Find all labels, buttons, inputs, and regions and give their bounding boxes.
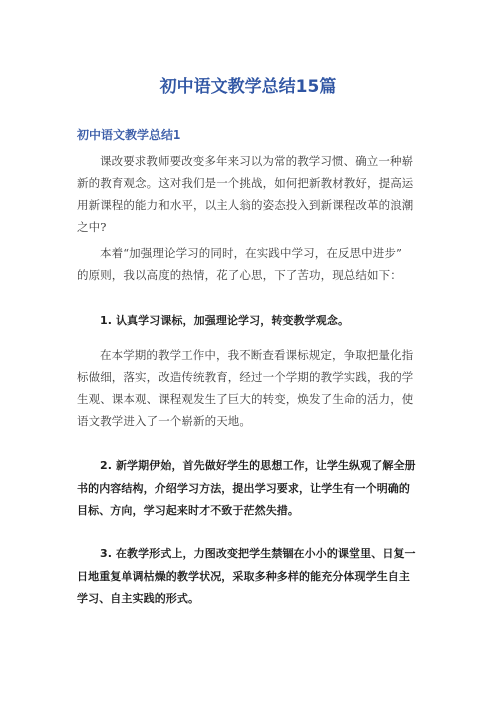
point-1-heading: 1. 认真学习课标，加强理论学习，转变教学观念。 [100, 314, 350, 327]
paragraph-principle: 本着“加强理论学习的同时，在实践中学习，在反思中进步” 的原则，我以高度的热情，花了心思，下了苦功，现总结如下： [77, 246, 402, 282]
document-title: 初中语文教学总结15篇 [159, 77, 337, 97]
paragraph-intro: 课改要求教师要改变多年来习以为常的教学习惯、确立一种崭新的教育观念。这对我们是一个挑战，如何把新教材教好，提高运用新课程的能力和水平，以主人翁的姿态投入到新课程改革的浪潮之中? [77, 154, 414, 234]
paragraph-point-1-detail: 在本学期的教学工作中，我不断查看课标规定，争取把量化指标做细，落实，改造传统教育，经过一个学期的教学实践，我的学生观、课本观、课程观发生了巨大的转变，焕发了生命的活力，使语文教学进入了一个崭新的天地。 [77, 348, 414, 428]
section-heading: 初中语文教学总结1 [77, 128, 181, 142]
point-2-paragraph: 2. 新学期伊始，首先做好学生的思想工作，让学生纵观了解全册书的内容结构，介绍学习方法，提出学习要求，让学生有一个明确的目标、方向，学习起来时才不致于茫然失措。 [77, 459, 416, 517]
point-3-paragraph: 3. 在教学形式上，力图改变把学生禁锢在小小的课堂里、日复一日地重复单调枯燥的教学状况，采取多种多样的能充分体现学生自主学习、自主实践的形式。 [77, 547, 416, 605]
